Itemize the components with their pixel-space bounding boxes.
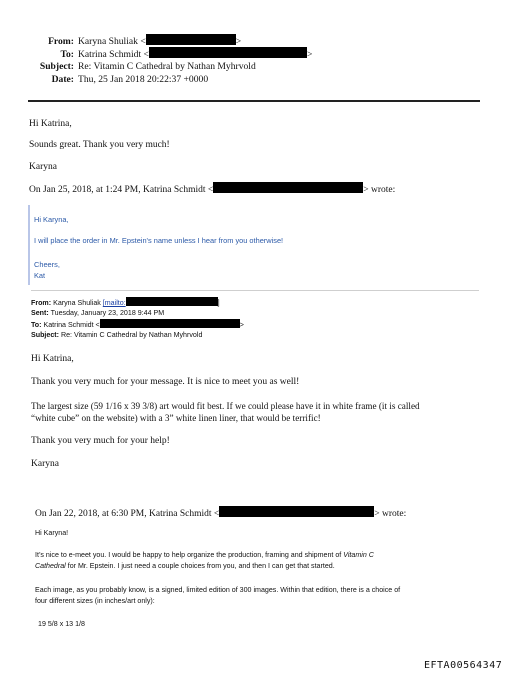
close-bracket: > xyxy=(235,36,242,47)
fwd-subject-label: Subject: xyxy=(31,331,59,339)
quoted-greeting: Hi Karyna, xyxy=(34,215,69,224)
subject-label: Subject: xyxy=(39,61,74,72)
reply2-greeting: Hi Katrina, xyxy=(31,354,74,364)
quote-intro-end: > wrote: xyxy=(363,185,396,195)
fwd-subject-value: Re: Vitamin C Cathedral by Nathan Myhrvold xyxy=(60,331,203,339)
close-bracket: > xyxy=(306,49,313,60)
reply1-greeting: Hi Katrina, xyxy=(29,119,72,129)
fwd-to-row xyxy=(31,319,244,331)
fwd-from-label: From: xyxy=(31,299,52,307)
fwd-subject-row xyxy=(31,330,202,341)
redaction-block xyxy=(213,182,363,193)
to-label: To: xyxy=(60,49,74,60)
quoted2-size1: 19 5/8 x 13 1/8 xyxy=(38,620,85,628)
fwd-sent-row xyxy=(31,308,164,319)
fwd-sent-value: Tuesday, January 23, 2018 9:44 PM xyxy=(50,309,165,317)
reply1-line: Sounds great. Thank you very much! xyxy=(29,140,170,150)
fwd-from-row xyxy=(31,297,220,309)
redaction-block xyxy=(219,506,374,517)
quoted2-p1-text-a: It’s nice to e-meet you. I would be happy to help organize the production, framing and shipment of xyxy=(35,551,344,559)
reply1-signature: Karyna xyxy=(29,162,57,172)
to-value: Katrina Schmidt < xyxy=(78,49,149,60)
quoted2-intro-end: > wrote: xyxy=(374,509,407,519)
header-date-row xyxy=(14,73,208,87)
fwd-from-value: Karyna Shuliak xyxy=(53,299,101,307)
fwd-to-value: Katrina Schmidt < xyxy=(43,321,100,329)
reply2-para1: Thank you very much for your message. It is nice to meet you as well! xyxy=(31,377,300,387)
quoted2-greeting: Hi Karyna! xyxy=(35,529,69,537)
mailto-link[interactable]: [mailto: xyxy=(102,299,126,307)
fwd-to-end: > xyxy=(239,321,244,329)
fwd-to-label: To: xyxy=(31,321,42,329)
date-value: Thu, 25 Jan 2018 20:22:37 +0000 xyxy=(78,74,209,85)
quoted-name: Kat xyxy=(34,271,46,280)
quoted2-p1-italic-a: Vitamin C xyxy=(343,551,374,559)
header-subject-row xyxy=(14,60,256,74)
quote-bar xyxy=(28,205,30,285)
reply2-para3: Thank you very much for your help! xyxy=(31,436,170,446)
quoted2-p1-line2 xyxy=(35,561,335,572)
quoted2-p1-text-b: for Mr. Epstein. I just need a couple choices from you, and then I can get that started. xyxy=(65,562,335,570)
quoted-line: I will place the order in Mr. Epstein's name unless I hear from you otherwise! xyxy=(34,236,284,245)
quoted2-p2-line1: Each image, as you probably know, is a signed, limited edition of 300 images. Within that edition, there is a choice of xyxy=(35,586,401,594)
quote-intro-text: On Jan 25, 2018, at 1:24 PM, Katrina Schmidt < xyxy=(29,185,214,195)
from-value: Karyna Shuliak < xyxy=(78,36,146,47)
subject-value: Re: Vitamin C Cathedral by Nathan Myhrvold xyxy=(78,61,256,72)
reply2-para2-line1: The largest size (59 1/16 x 39 3/8) art would fit best. If we could please have it in white frame (it is called xyxy=(31,401,420,411)
redaction-block xyxy=(149,47,307,58)
quoted-cheers: Cheers, xyxy=(34,260,60,269)
redaction-block xyxy=(146,34,236,45)
redaction-block xyxy=(126,297,218,306)
forward-divider xyxy=(31,290,479,291)
quoted2-p2-line2: four different sizes (in inches/art only): xyxy=(35,597,155,605)
quoted2-intro-text: On Jan 22, 2018, at 6:30 PM, Katrina Schmidt < xyxy=(35,509,220,519)
quoted2-p1-line1 xyxy=(35,550,374,561)
from-label: From: xyxy=(48,36,74,47)
header-divider xyxy=(28,100,480,102)
date-label: Date: xyxy=(51,74,74,85)
fwd-sent-label: Sent: xyxy=(31,309,49,317)
quoted2-intro xyxy=(35,506,406,520)
reply2-signature: Karyna xyxy=(31,459,59,469)
doc-id: EFTA00564347 xyxy=(424,660,503,671)
reply2-para2-line2: “white cube” on the website) with a 3” white linen liner, that would be terrific! xyxy=(31,413,321,423)
quoted2-p1-italic-b: Cathedral xyxy=(35,562,66,570)
reply1-quote-intro xyxy=(29,182,395,196)
fwd-close-bracket: ] xyxy=(217,299,220,307)
redaction-block xyxy=(100,319,240,328)
